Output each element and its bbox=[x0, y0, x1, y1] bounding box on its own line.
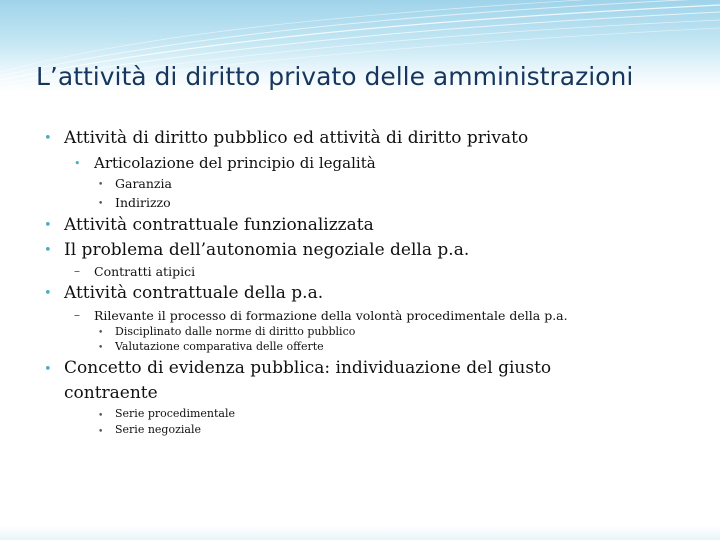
bullet-level2-text: Rilevante il processo di formazione della volontà procedimentale della p.a. bbox=[94, 308, 568, 323]
bullet-level3-text: Indirizzo bbox=[115, 195, 171, 210]
bullet-marker: • bbox=[98, 411, 104, 421]
bullet-marker: • bbox=[44, 131, 52, 146]
bullet-marker: • bbox=[98, 180, 104, 190]
bullet-level3-text: Valutazione comparativa delle offerte bbox=[115, 340, 324, 353]
bullet-marker: • bbox=[98, 328, 104, 338]
bullet-level3-text: Serie negoziale bbox=[115, 423, 201, 436]
dash-marker: – bbox=[74, 264, 80, 278]
slide-title: L’attività di diritto privato delle amministrazioni bbox=[36, 62, 634, 91]
bullet-level2-text: Articolazione del principio di legalità bbox=[94, 154, 376, 172]
bullet-level1-text: Attività contrattuale della p.a. bbox=[64, 283, 324, 303]
bullet-marker: • bbox=[98, 199, 104, 209]
bullet-level1-text: Concetto di evidenza pubblica: individuazione del giusto bbox=[64, 358, 552, 378]
bullet-marker: • bbox=[98, 427, 104, 437]
bullet-marker: • bbox=[44, 243, 52, 258]
bullet-marker: • bbox=[44, 362, 52, 377]
bullet-level1-text: Attività di diritto pubblico ed attività di diritto privato bbox=[64, 128, 529, 148]
bullet-level3-text: Disciplinato dalle norme di diritto pubblico bbox=[115, 325, 356, 338]
bullet-marker: • bbox=[44, 218, 52, 233]
bullet-level3-text: Serie procedimentale bbox=[115, 407, 236, 420]
dash-marker: – bbox=[74, 308, 80, 322]
bullet-marker: • bbox=[74, 157, 81, 170]
bullet-marker: • bbox=[44, 286, 52, 301]
bullet-level3-text: Garanzia bbox=[115, 176, 172, 191]
bullet-level1-text-continued: contraente bbox=[64, 383, 158, 403]
bullet-marker: • bbox=[98, 343, 104, 353]
bullet-level1-text: Attività contrattuale funzionalizzata bbox=[64, 215, 374, 235]
footer-band bbox=[0, 526, 720, 540]
bullet-level2-text: Contratti atipici bbox=[94, 264, 196, 279]
bullet-level1-text: Il problema dell’autonomia negoziale della p.a. bbox=[64, 240, 470, 260]
